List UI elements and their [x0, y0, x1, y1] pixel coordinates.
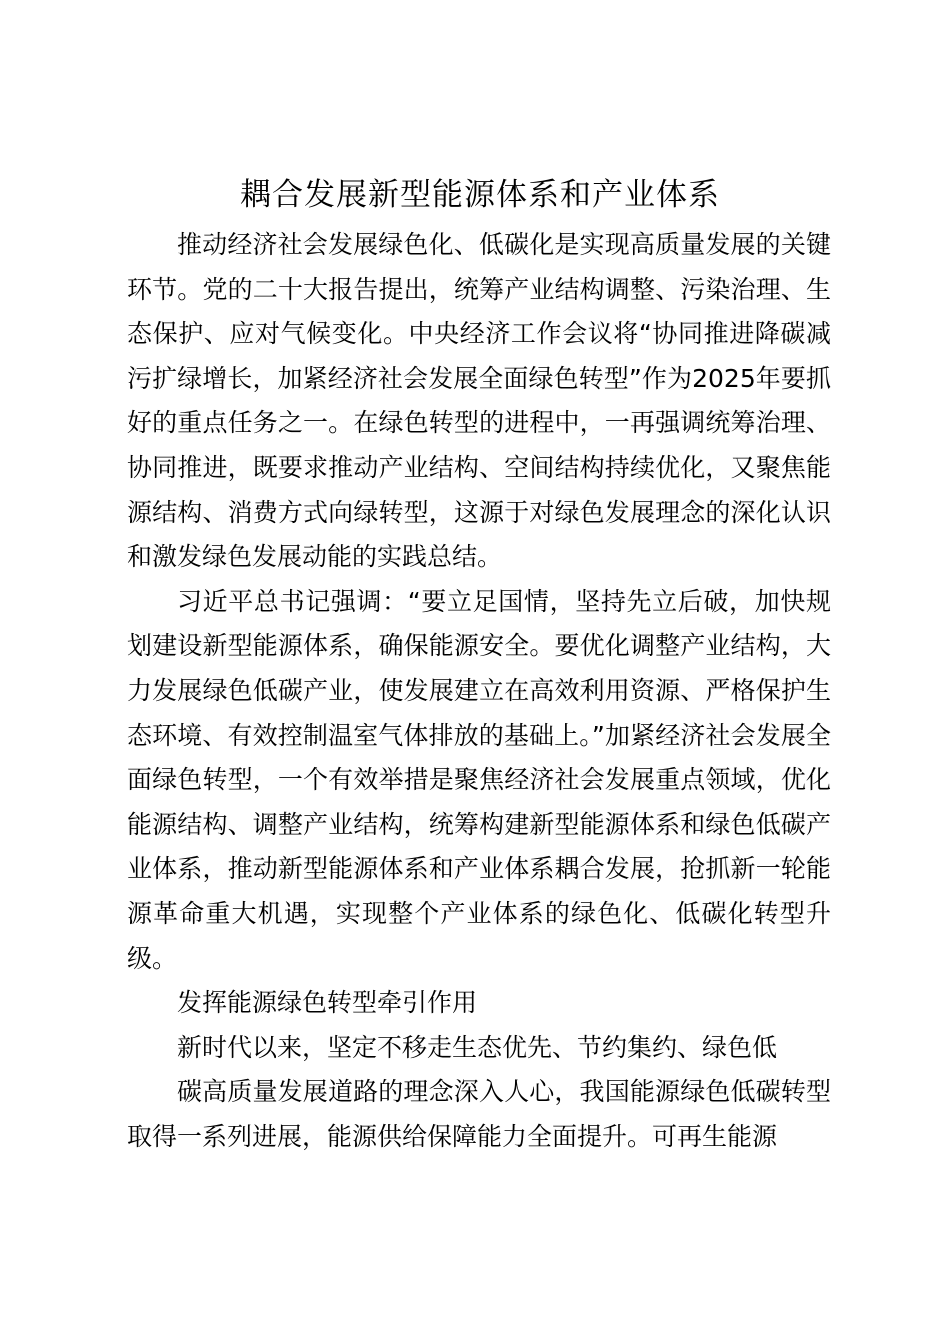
section-line-1: 新时代以来，坚定不移走生态优先、节约集约、绿色低: [177, 1032, 778, 1062]
section-paragraph: 碳高质量发展道路的理念深入人心，我国能源绿色低碳转型取得一系列进展，能源供给保障能力全面提升。可再生能源: [127, 1077, 831, 1151]
document-title: 耦合发展新型能源体系和产业体系: [240, 177, 720, 213]
section-heading: 发挥能源绿色转型牵引作用: [177, 988, 478, 1018]
paragraph-1: 推动经济社会发展绿色化、低碳化是实现高质量发展的关键环节。党的二十大报告提出，统筹产业结构调整、污染治理、生态保护、应对气候变化。中央经济工作会议将“协同推进降碳减污扩绿增长，加紧经济社会发展全面绿色转型”作为2025年要抓好的重点任务之一。在绿色转型的进程中，一再强调统筹治理、协同推进，既要求推动产业结构、空间结构持续优化，又聚焦能源结构、消费方式向绿转型，这源于对绿色发展理念的深化认识和激发绿色发展动能的实践总结。: [127, 230, 831, 572]
paragraph-2: 习近平总书记强调：“要立足国情，坚持先立后破，加快规划建设新型能源体系，确保能源安全。要优化调整产业结构，大力发展绿色低碳产业，使发展建立在高效利用资源、严格保护生态环境、有效控制温室气体排放的基础上。”加紧经济社会发展全面绿色转型，一个有效举措是聚焦经济社会发展重点领域，优化能源结构、调整产业结构，统筹构建新型能源体系和绿色低碳产业体系，推动新型能源体系和产业体系耦合发展，抢抓新一轮能源革命重大机遇，实现整个产业体系的绿色化、低碳化转型升级。: [127, 586, 831, 973]
document-body: [127, 223, 831, 1159]
